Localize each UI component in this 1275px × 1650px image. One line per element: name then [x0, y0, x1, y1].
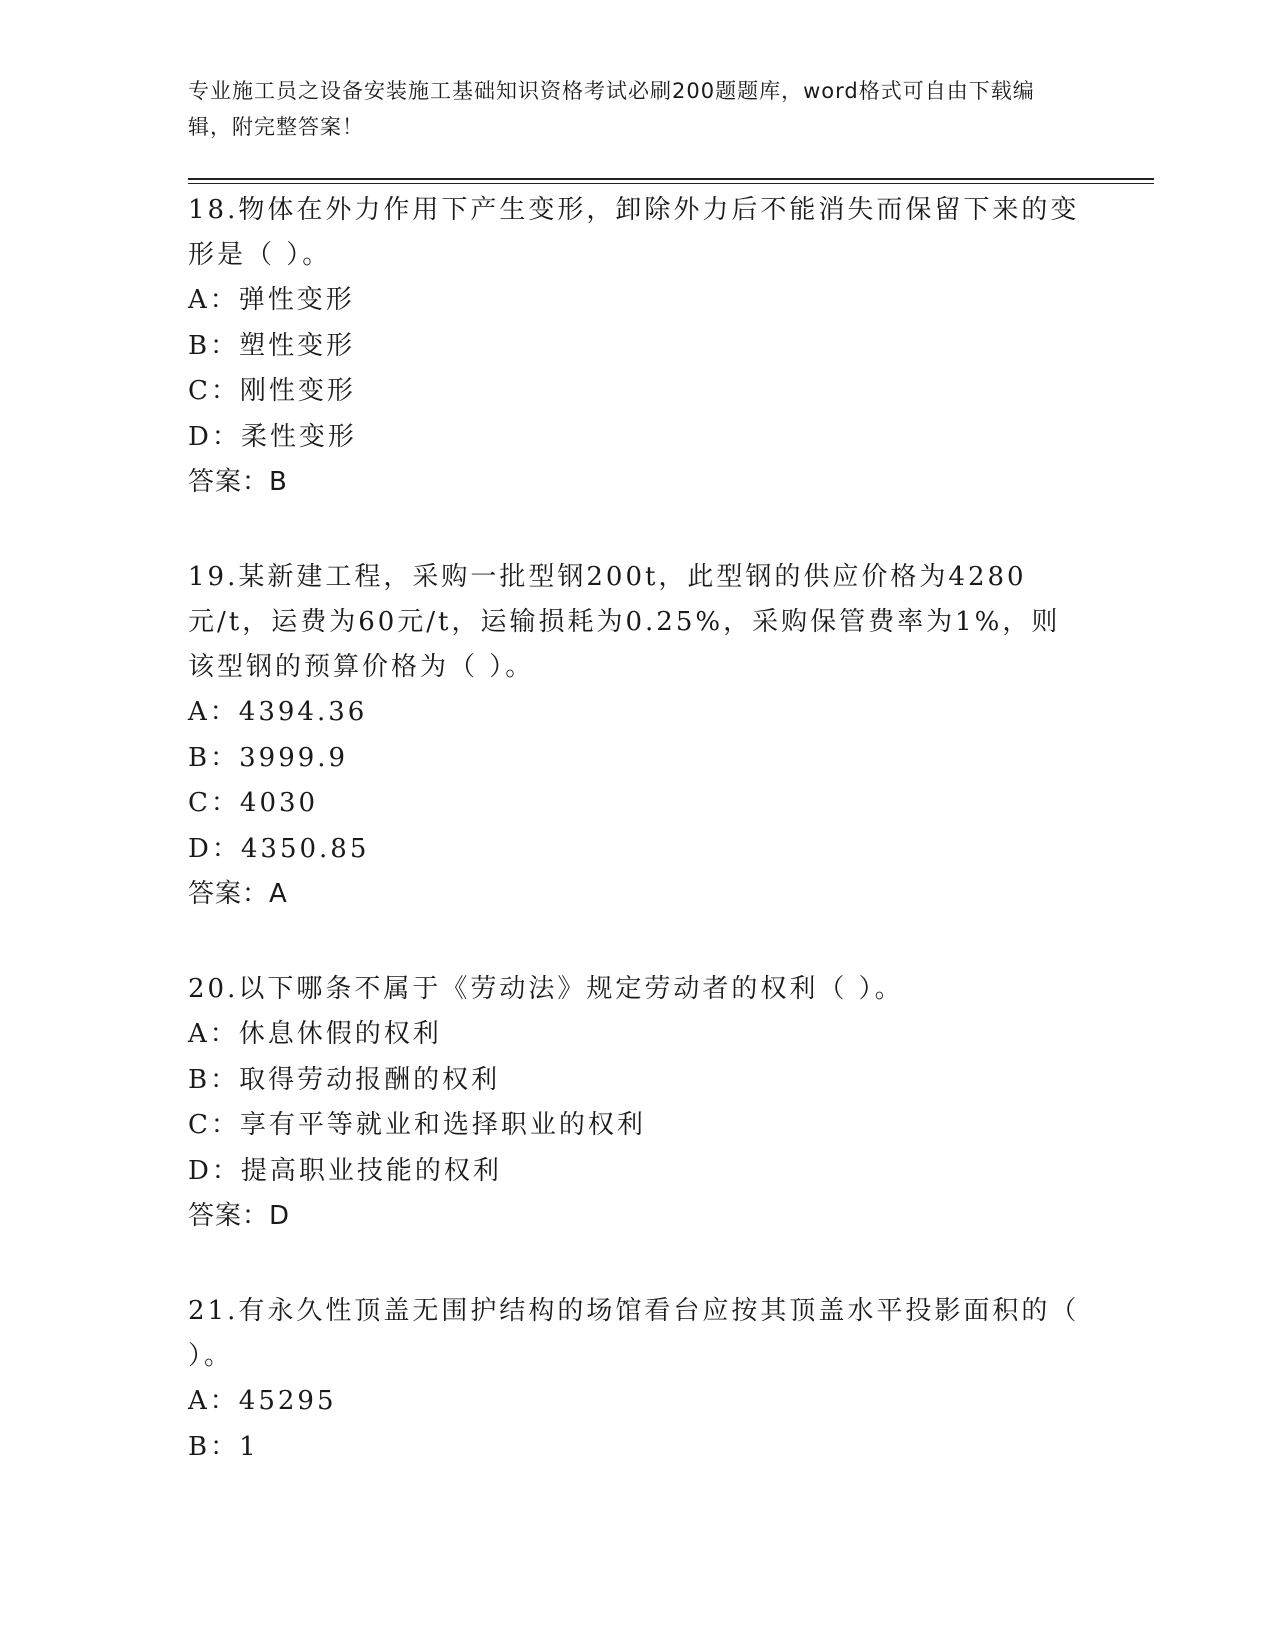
- option-d: [188, 415, 1088, 461]
- header-divider-thick: [188, 178, 1154, 180]
- document-header-title: 专业施工员之设备安装施工基础知识资格考试必刷200题题库，word格式可自由下载编辑，附完整答案！: [188, 79, 1035, 139]
- option-text: 4394.36: [238, 697, 368, 727]
- option-a: [188, 690, 1088, 736]
- question-stem: [188, 188, 1088, 278]
- option-a: [188, 278, 1088, 324]
- option-key: B：: [188, 330, 240, 361]
- question-text: 物体在外力作用下产生变形，卸除外力后不能消失而保留下来的变形是（ ）。: [188, 195, 1080, 270]
- option-key: D：: [188, 833, 241, 864]
- question-text: 以下哪条不属于《劳动法》规定劳动者的权利（ ）。: [238, 974, 904, 1004]
- question-list: [188, 188, 1088, 1520]
- option-c: [188, 1103, 1088, 1149]
- option-text: 休息休假的权利: [238, 1019, 442, 1049]
- option-a: [188, 1379, 1088, 1425]
- option-text: 45295: [238, 1386, 337, 1416]
- option-text: 4030: [239, 788, 319, 818]
- answer-value: A: [269, 879, 288, 909]
- option-b: [188, 736, 1088, 782]
- option-key: C：: [188, 788, 240, 818]
- question-text: 某新建工程，采购一批型钢200t，此型钢的供应价格为4280元/t，运费为60元/t，运输损耗为0.25%，采购保管费率为1%，则该型钢的预算价格为（ ）。: [188, 562, 1061, 682]
- option-key: A：: [188, 1386, 239, 1416]
- option-text: 弹性变形: [238, 285, 355, 315]
- option-b: [188, 1425, 1088, 1471]
- option-text: 塑性变形: [239, 330, 356, 361]
- option-text: 柔性变形: [240, 421, 357, 452]
- answer-line: [188, 460, 1088, 505]
- answer-line: [188, 1194, 1088, 1239]
- option-key: A：: [188, 285, 239, 315]
- option-c: [188, 781, 1088, 827]
- option-key: B：: [188, 1431, 240, 1462]
- answer-value: B: [269, 467, 288, 497]
- question-text: 有永久性顶盖无围护结构的场馆看台应按其顶盖水平投影面积的（ ）。: [188, 1296, 1080, 1371]
- option-key: A：: [188, 1019, 239, 1049]
- option-d: [188, 1149, 1088, 1195]
- answer-line: [188, 872, 1088, 917]
- option-key: D：: [188, 1155, 241, 1186]
- question-number: 21.: [188, 1296, 239, 1326]
- option-b: [188, 1058, 1088, 1104]
- option-key: B：: [188, 742, 240, 773]
- question-stem: [188, 555, 1088, 690]
- option-text: 3999.9: [239, 742, 349, 773]
- question-20: [188, 967, 1088, 1239]
- question-number: 18.: [188, 195, 239, 225]
- option-d: [188, 827, 1088, 873]
- option-key: C：: [188, 1110, 240, 1140]
- option-b: [188, 324, 1088, 370]
- answer-value: D: [269, 1201, 291, 1231]
- option-key: C：: [188, 376, 240, 406]
- option-text: 4350.85: [240, 833, 370, 864]
- option-text: 刚性变形: [239, 376, 356, 406]
- option-c: [188, 369, 1088, 415]
- option-key: A：: [188, 697, 239, 727]
- answer-label: 答案：: [188, 467, 270, 497]
- question-19: [188, 555, 1088, 917]
- question-21: [188, 1289, 1088, 1470]
- option-key: D：: [188, 421, 241, 452]
- option-text: 提高职业技能的权利: [240, 1155, 502, 1186]
- answer-label: 答案：: [188, 1201, 270, 1231]
- option-text: 享有平等就业和选择职业的权利: [239, 1110, 646, 1140]
- question-number: 20.: [188, 974, 239, 1004]
- option-text: 1: [239, 1431, 259, 1462]
- question-stem: [188, 967, 1088, 1012]
- option-text: 取得劳动报酬的权利: [239, 1064, 501, 1095]
- option-key: B：: [188, 1064, 240, 1095]
- question-18: [188, 188, 1088, 505]
- question-stem: [188, 1289, 1088, 1379]
- question-number: 19.: [188, 562, 239, 592]
- option-a: [188, 1012, 1088, 1058]
- answer-label: 答案：: [188, 879, 270, 909]
- header-divider-thin: [188, 183, 1154, 184]
